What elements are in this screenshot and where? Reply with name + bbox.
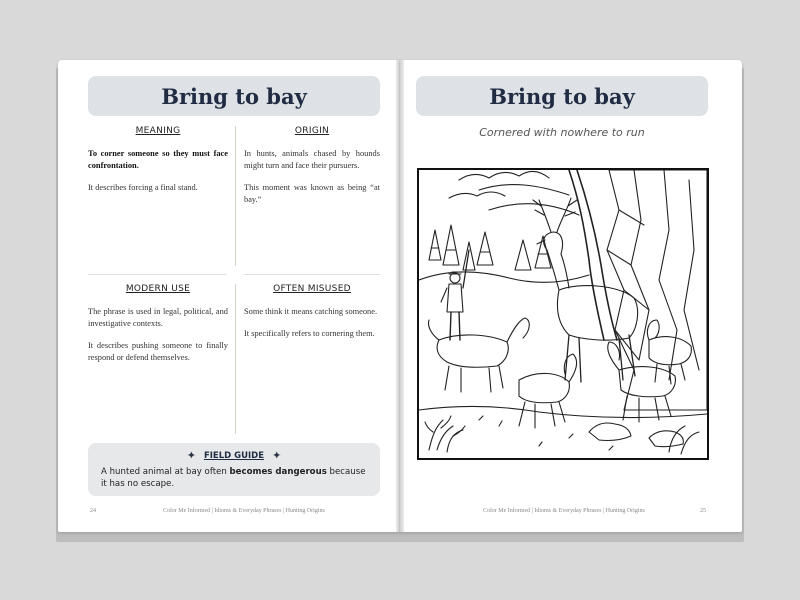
right-page-number: 25 (700, 508, 706, 514)
origin-text-1: In hunts, animals chased by hounds might turn and face their pursuers. (244, 149, 380, 170)
right-page (400, 60, 742, 532)
meaning-text: It describes forcing a final stand. (88, 183, 198, 192)
modern-use-heading: MODERN USE (125, 284, 191, 294)
compass-star-icon: ✦ (272, 449, 282, 462)
modern-use-text-1: The phrase is used in legal, political, and investigative contexts. (88, 307, 228, 328)
field-guide-title: FIELD GUIDE (203, 451, 265, 461)
left-page (58, 60, 400, 532)
origin-section (244, 126, 380, 216)
often-misused-text-1: Some think it means catching someone. (244, 307, 378, 316)
column-divider-top (235, 126, 236, 266)
compass-star-icon: ✦ (186, 449, 196, 462)
row-divider-right (244, 274, 380, 275)
right-page-footer: Color Me Informed | Idioms & Everyday Phrases | Hunting Origins (483, 508, 645, 514)
often-misused-section (244, 284, 380, 350)
row-divider-left (88, 274, 226, 275)
right-page-subtitle: Cornered with nowhere to run (479, 126, 645, 139)
meaning-bold-text: To corner someone so they must face confrontation. (88, 149, 228, 170)
field-guide-text: A hunted animal at bay often becomes dangerous because it has no escape. (101, 467, 366, 489)
left-page-footer: Color Me Informed | Idioms & Everyday Phrases | Hunting Origins (163, 508, 325, 514)
origin-text-2: This moment was known as being “at bay.” (244, 183, 380, 204)
origin-heading: ORIGIN (294, 126, 330, 136)
left-page-title: Bring to bay (88, 76, 380, 116)
right-page-title: Bring to bay (416, 76, 708, 116)
meaning-heading: MEANING (135, 126, 181, 136)
book-spine (396, 60, 404, 532)
modern-use-text-2: It describes pushing someone to finally respond or defend themselves. (88, 341, 228, 362)
deer-at-bay-illustration (419, 170, 707, 458)
modern-use-section (88, 284, 228, 374)
often-misused-heading: OFTEN MISUSED (273, 284, 351, 294)
field-guide-box (88, 443, 380, 496)
coloring-illustration (417, 168, 709, 460)
left-page-number: 24 (90, 508, 96, 514)
meaning-section (88, 126, 228, 204)
column-divider-bottom (235, 284, 236, 434)
often-misused-text-2: It specifically refers to cornering them. (244, 329, 375, 338)
